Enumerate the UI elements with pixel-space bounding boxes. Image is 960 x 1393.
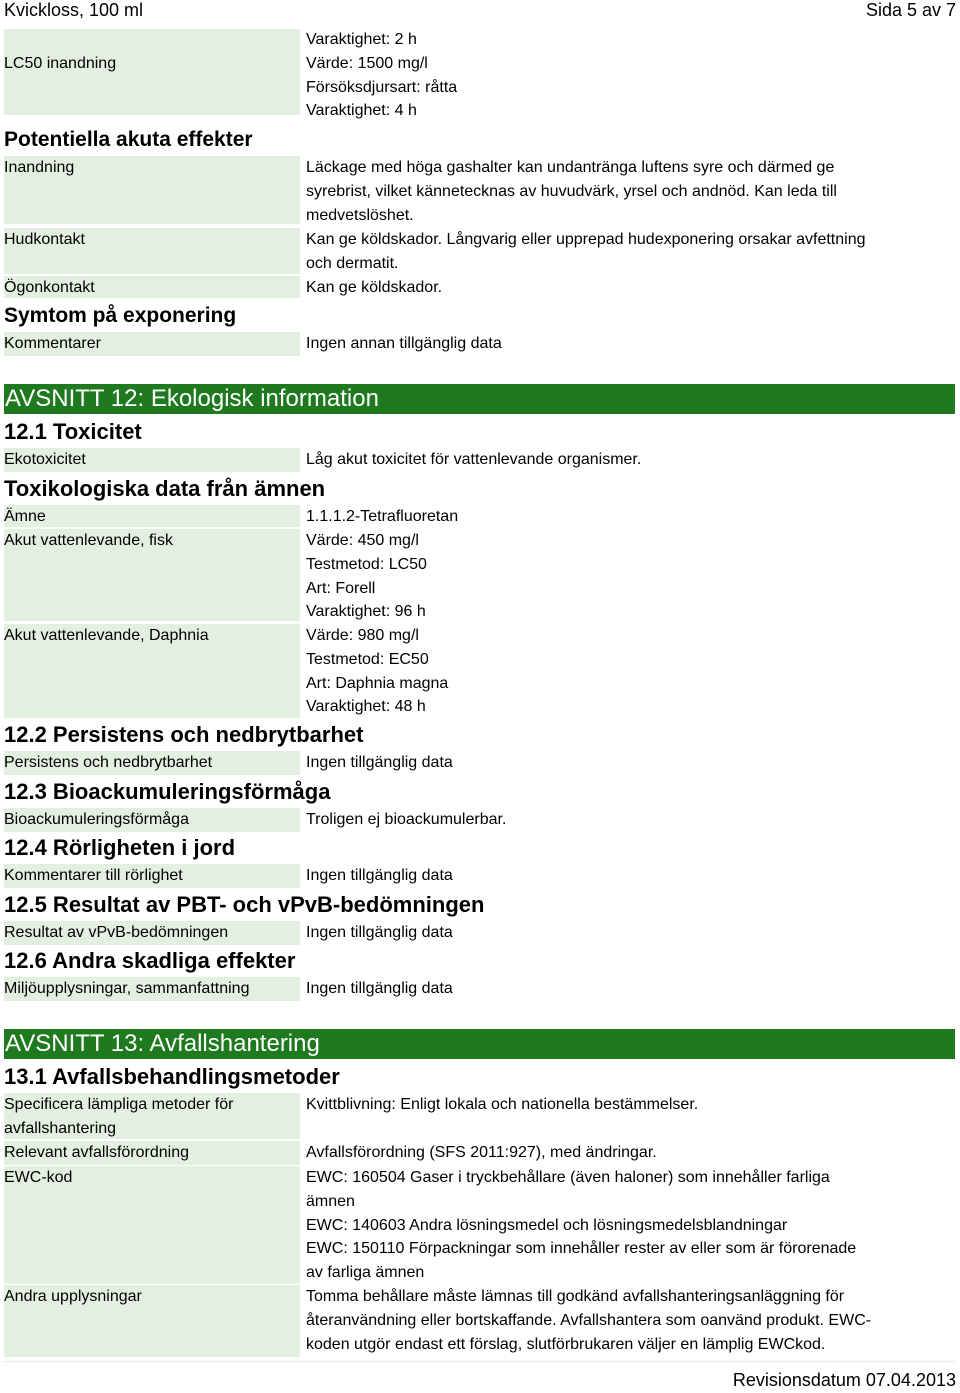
label-text: avfallshantering [4,1119,117,1137]
label-vpvb [4,921,300,945]
value-line: ämnen [306,1192,355,1210]
label-text: Ämne [4,508,46,525]
value-line: EWC: 150110 Förpackningar som innehåller rester av eller som är förorenade [306,1240,857,1258]
section-13-title: AVSNITT 13: Avfallshantering [5,1030,320,1057]
value-line: Kan ge köldskador. Långvarig eller upprepad hudexponering orsakar avfettning [306,231,866,248]
label-text: Hudkontakt [4,231,85,248]
label-text: Bioackumuleringsförmåga [4,811,189,828]
label-text: Miljöupplysningar, sammanfattning [4,980,250,997]
value-line: av farliga ämnen [306,1264,425,1282]
label-text: Kommentarer [4,335,101,352]
value-regulation [306,1141,946,1165]
value-line: Testmetod: LC50 [306,555,427,573]
value-comments [306,332,946,356]
label-text: Specificera lämpliga metoder för [4,1096,234,1113]
section-12-title: AVSNITT 12: Ekologisk information [5,385,379,412]
label-text: Relevant avfallsförordning [4,1144,189,1161]
label-text: Andra upplysningar [4,1288,142,1305]
label-ecotoxicity [4,448,300,472]
value-ecotoxicity [306,448,946,472]
label-comments [4,332,300,356]
heading-12-1: 12.1 Toxicitet [4,419,142,444]
value-line: Testmetod: EC50 [306,650,429,668]
value-line: Tomma behållare måste lämnas till godkänd avfallshanteringsanläggning för [306,1288,845,1305]
label-text: Ekotoxicitet [4,451,86,468]
value-persistence [306,751,946,775]
value-line: Varaktighet: 4 h [306,102,417,120]
value-inhalation [306,156,946,227]
revision-date: Revisionsdatum 07.04.2013 [732,1370,956,1390]
heading-12-4: 12.4 Rörligheten i jord [4,835,236,860]
divider [4,1361,955,1362]
value-line: Ingen tillgänglig data [306,754,453,771]
value-bioaccumulation [306,808,946,832]
value-daphnia [306,624,946,719]
label-regulation [4,1141,300,1165]
value-line: syrebrist, vilket kännetecknas av huvudvärk, yrsel och andnöd. Kan leda till [306,182,837,200]
value-line: Varaktighet: 96 h [306,603,426,621]
value-line: Ingen tillgänglig data [306,924,453,941]
value-environment-summary [306,977,946,1001]
value-lc50 [306,28,946,123]
label-skin-contact [4,228,300,274]
label-daphnia [4,624,300,718]
value-line: Kvittblivning: Enligt lokala och nationella bestämmelser. [306,1096,699,1113]
section-13-banner [4,1029,955,1059]
label-text: Resultat av vPvB-bedömningen [4,924,229,941]
label-eye-contact [4,276,300,298]
value-waste-methods [306,1093,946,1117]
heading-acute-effects: Potentiella akuta effekter [4,128,253,151]
heading-symptoms: Symtom på exponering [4,304,237,327]
value-mobility [306,864,946,888]
label-text: EWC-kod [4,1169,73,1186]
document-title: Kvickloss, 100 ml [4,0,144,20]
value-line: Art: Forell [306,579,376,597]
value-line: Art: Daphnia magna [306,674,449,692]
label-text: Akut vattenlevande, fisk [4,532,173,549]
value-substance [306,505,946,529]
label-bioaccumulation [4,808,300,832]
value-line: Troligen ej bioackumulerbar. [306,811,507,828]
label-fish [4,529,300,621]
label-text: Inandning [4,159,75,176]
value-line: Ingen tillgänglig data [306,980,453,997]
label-text: Persistens och nedbrytbarhet [4,754,213,771]
value-line: 1.1.1.2-Tetrafluoretan [306,508,459,525]
label-other-info [4,1285,300,1357]
value-line: återanvändning eller bortskaffande. Avfallshantera som oanvänd produkt. EWC- [306,1311,872,1329]
value-line: Värde: 450 mg/l [306,532,419,549]
value-line: och dermatit. [306,254,399,272]
label-lc50-cell [4,29,300,115]
label-inhalation [4,156,300,224]
value-line: Låg akut toxicitet för vattenlevande organismer. [306,451,642,468]
value-line: koden utgör endast ett förslag, slutförbrukaren väljer en lämplig EWCkod. [306,1335,826,1353]
page-number: Sida 5 av 7 [865,0,956,20]
value-vpvb [306,921,946,945]
value-ewc-code [306,1166,946,1285]
value-skin-contact [306,228,946,276]
heading-13-1: 13.1 Avfallsbehandlingsmetoder [4,1064,340,1089]
value-line: Försöksdjursart: råtta [306,78,458,96]
value-line: Kan ge köldskador. [306,279,443,296]
label-waste-methods [4,1093,300,1139]
value-line: Värde: 980 mg/l [306,627,419,644]
value-eye-contact [306,276,946,300]
value-line: EWC: 140603 Andra lösningsmedel och lösningsmedelsblandningar [306,1216,788,1234]
value-line: Läckage med höga gashalter kan undantränga luftens syre och därmed ge [306,159,835,176]
heading-toxdata: Toxikologiska data från ämnen [4,476,326,501]
value-line: Ingen annan tillgänglig data [306,335,502,352]
heading-12-3: 12.3 Bioackumuleringsförmåga [4,779,331,804]
value-line: EWC: 160504 Gaser i tryckbehållare (även haloner) som innehåller farliga [306,1169,830,1186]
label-text: Akut vattenlevande, Daphnia [4,627,209,644]
section-12-banner [4,384,955,414]
heading-12-2: 12.2 Persistens och nedbrytbarhet [4,722,364,747]
value-line: medvetslöshet. [306,206,414,224]
label-text: Kommentarer till rörlighet [4,867,183,884]
label-text: Ögonkontakt [4,279,95,296]
heading-12-6: 12.6 Andra skadliga effekter [4,948,296,973]
label-mobility [4,864,300,888]
label-substance [4,505,300,527]
heading-12-5: 12.5 Resultat av PBT- och vPvB-bedömningen [4,892,485,917]
value-other-info [306,1285,946,1356]
label-persistence [4,751,300,775]
value-line: Värde: 1500 mg/l [306,54,428,72]
label-environment-summary [4,977,300,1001]
value-fish [306,529,946,624]
value-line: Avfallsförordning (SFS 2011:927), med ändringar. [306,1144,657,1161]
value-line: Varaktighet: 2 h [306,31,417,48]
value-line: Varaktighet: 48 h [306,698,426,716]
value-line: Ingen tillgänglig data [306,867,453,884]
label-ewc-code [4,1166,300,1284]
label-lc50: LC50 inandning [4,55,117,72]
